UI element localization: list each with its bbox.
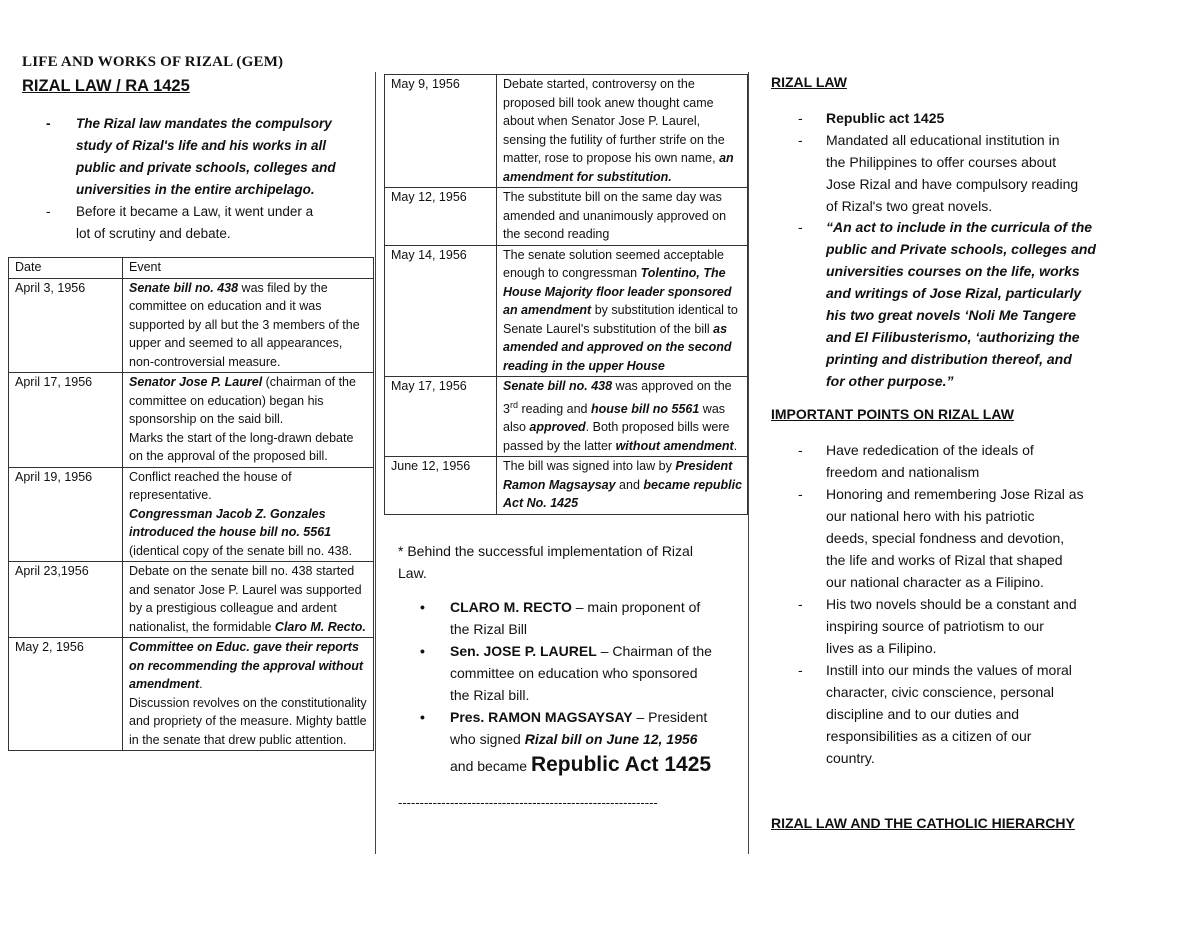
table-row xyxy=(385,188,748,246)
point-item xyxy=(798,483,1128,593)
date-cell: April 23,1956 xyxy=(9,562,123,638)
event-text: President Ramon Magsaysay xyxy=(503,459,733,492)
event-cell xyxy=(123,373,374,468)
event-text: was approved on the 3 xyxy=(503,379,732,416)
mandated-line: the Philippines to offer courses about xyxy=(826,154,1057,170)
act-quote-line: for other purpose.” xyxy=(826,373,954,389)
mandated-item xyxy=(798,129,1118,217)
point-item xyxy=(798,659,1128,769)
person-recto xyxy=(420,596,740,640)
intro-bullet-2-line: lot of scrutiny and debate. xyxy=(76,226,231,241)
dash-marker: - xyxy=(798,219,803,235)
point-line: Instill into our minds the values of moral xyxy=(826,662,1072,678)
date-cell: May 9, 1956 xyxy=(385,75,497,188)
event-text: an amendment for substitution. xyxy=(503,151,734,184)
catholic-hierarchy-heading: RIZAL LAW AND THE CATHOLIC HIERARCHY xyxy=(771,815,1075,831)
point-line: His two novels should be a constant and xyxy=(826,596,1077,612)
separator-line: ------------------------------------------------------------ xyxy=(398,795,658,810)
point-line: freedom and nationalism xyxy=(826,464,980,480)
event-cell xyxy=(123,638,374,751)
event-text: as amended and approved on the second reading in the upper House xyxy=(503,321,732,373)
table-row xyxy=(385,457,748,515)
republic-act-text: Republic act 1425 xyxy=(826,110,945,126)
intro-bullet-1-line: The Rizal law mandates the compulsory xyxy=(76,116,332,131)
intro-bullet-1-line: universities in the entire archipelago. xyxy=(76,182,315,197)
event-text: The substitute bill on the same day was amended and unanimously approved on the second reading xyxy=(503,190,727,241)
act-quote-line: and El Filibusterismo, ‘authorizing the xyxy=(826,329,1080,345)
dash-marker: - xyxy=(46,116,51,131)
act-quote-line: universities courses on the life, works xyxy=(826,263,1080,279)
timeline-table-1 xyxy=(8,257,374,751)
intro-bullet-1 xyxy=(46,113,366,203)
note-text xyxy=(398,540,693,584)
mandated-line: Jose Rizal and have compulsory reading xyxy=(826,176,1079,192)
column-divider-left xyxy=(375,72,376,854)
event-text: reading and xyxy=(517,401,591,416)
event-cell xyxy=(123,278,374,373)
event-cell xyxy=(497,245,748,377)
dash-marker: - xyxy=(798,110,803,126)
point-line: Have rededication of the ideals of xyxy=(826,442,1034,458)
date-cell: April 3, 1956 xyxy=(9,278,123,373)
event-text: Committee on Educ. gave their reports on recommending the approval without amendment xyxy=(129,640,364,691)
event-cell xyxy=(497,377,748,457)
person-name: Sen. JOSE P. LAUREL xyxy=(450,643,597,659)
event-text: Claro M. Recto. xyxy=(274,619,366,634)
event-text: Marks the start of the long-drawn debate on the approval of the proposed bill. xyxy=(129,430,354,463)
table-row xyxy=(9,467,374,562)
intro-bullet-2-line: Before it became a Law, it went under a xyxy=(76,204,314,219)
timeline-table-2 xyxy=(384,74,748,515)
event-cell xyxy=(497,457,748,515)
event-text: The senate solution seemed acceptable enough to congressman xyxy=(503,247,724,280)
date-cell: April 19, 1956 xyxy=(9,467,123,562)
table-row xyxy=(9,562,374,638)
table-row xyxy=(385,75,748,188)
event-text: . xyxy=(199,677,203,691)
event-text: Senate bill no. 438 xyxy=(503,379,613,393)
table-row xyxy=(9,638,374,751)
event-text: Tolentino, The House Majority floor leader sponsored an amendment xyxy=(503,266,732,317)
intro-bullet-1-line: public and private schools, colleges and xyxy=(76,160,336,175)
event-cell xyxy=(123,467,374,562)
event-text: Discussion revolves on the constitutionality and propriety of the measure. Mighty battle in the senate that drew public attention. xyxy=(129,695,367,747)
person-laurel xyxy=(420,640,740,706)
event-text: approved xyxy=(529,420,586,435)
act-quote-line: printing and distribution thereof, and xyxy=(826,351,1072,367)
point-line: Honoring and remembering Jose Rizal as xyxy=(826,486,1084,502)
point-line: country. xyxy=(826,750,875,766)
act-quote-line: public and Private schools, colleges and xyxy=(826,241,1096,257)
date-header: Date xyxy=(9,258,123,279)
event-text: rd xyxy=(509,399,518,410)
event-text: Senator Jose P. Laurel xyxy=(129,375,263,389)
event-text: was also xyxy=(503,401,726,435)
event-text: (chairman of the committee on education) began his sponsorship on the said bill. xyxy=(129,375,356,426)
dash-marker: - xyxy=(798,662,803,678)
event-text: was filed by the committee on education and it was supported by all but the 3 members of the upper and seemed to all appearances, non-controversial measure. xyxy=(129,280,360,369)
event-text: Conflict reached the house of representative. xyxy=(129,469,292,502)
person-magsaysay xyxy=(420,706,740,786)
person-role: – Chairman of the xyxy=(596,643,712,659)
important-points-heading: IMPORTANT POINTS ON RIZAL LAW xyxy=(771,406,1014,422)
act-quote-line: and writings of Jose Rizal, particularly xyxy=(826,285,1082,301)
event-cell xyxy=(497,188,748,246)
law-title: RIZAL LAW / RA 1425 xyxy=(22,77,190,95)
event-cell xyxy=(497,75,748,188)
note-line: Law. xyxy=(398,565,427,581)
signing-date: Rizal bill on June 12, 1956 xyxy=(524,731,698,747)
date-cell: May 14, 1956 xyxy=(385,245,497,377)
table-row xyxy=(385,245,748,377)
event-text: . xyxy=(733,438,738,453)
date-cell: April 17, 1956 xyxy=(9,373,123,468)
act-quote-line: his two great novels ‘Noli Me Tangere xyxy=(826,307,1076,323)
event-text: and xyxy=(615,477,644,492)
republic-act-item xyxy=(798,107,1118,129)
act-quote-line: “An act to include in the curricula of the xyxy=(826,219,1093,235)
point-line: character, civic conscience, personal xyxy=(826,684,1054,700)
act-quote-item xyxy=(798,216,1128,394)
event-text: without amendment xyxy=(615,438,734,453)
point-line: discipline and to our duties and xyxy=(826,706,1020,722)
note-line: * Behind the successful implementation of Rizal xyxy=(398,543,693,559)
column-divider-right xyxy=(748,72,749,854)
point-line: our national character as a Filipino. xyxy=(826,574,1044,590)
intro-bullet-1-line: study of Rizal's life and his works in all xyxy=(76,138,327,153)
republic-act-label: Republic Act 1425 xyxy=(530,753,712,776)
person-role: committee on education who sponsored xyxy=(450,665,698,681)
point-line: our national hero with his patriotic xyxy=(826,508,1035,524)
person-name: CLARO M. RECTO xyxy=(450,599,572,615)
point-line: deeds, special fondness and devotion, xyxy=(826,530,1065,546)
dash-marker: - xyxy=(798,486,803,502)
event-text: by substitution identical to Senate Laurel's substitution of the bill xyxy=(503,303,738,336)
table-row xyxy=(9,278,374,373)
table-row xyxy=(385,377,748,457)
date-cell: May 17, 1956 xyxy=(385,377,497,457)
mandated-line: Mandated all educational institution in xyxy=(826,132,1060,148)
point-item xyxy=(798,593,1128,659)
dash-marker: - xyxy=(798,132,803,148)
point-line: responsibilities as a citizen of our xyxy=(826,728,1032,744)
event-text: house bill no 5561 xyxy=(590,401,700,416)
rizal-law-heading: RIZAL LAW xyxy=(771,74,847,90)
became-text: and became xyxy=(450,758,531,774)
point-item xyxy=(798,439,1128,483)
event-text: became republic Act No. 1425 xyxy=(503,477,743,511)
date-cell: May 2, 1956 xyxy=(9,638,123,751)
person-role: the Rizal bill. xyxy=(450,687,530,703)
date-cell: June 12, 1956 xyxy=(385,457,497,515)
point-line: inspiring source of patriotism to our xyxy=(826,618,1044,634)
dash-marker: - xyxy=(798,596,803,612)
event-text: The bill was signed into law by xyxy=(503,459,676,474)
table-header-row xyxy=(9,258,374,279)
event-text: Debate started, controversy on the proposed bill took anew thought came about when Senator Jose P. Laurel, sensing the futility of further strife on the matter, rose to propose his own name, xyxy=(503,77,725,165)
date-cell: May 12, 1956 xyxy=(385,188,497,246)
table-row xyxy=(9,373,374,468)
mandated-line: of Rizal's two great novels. xyxy=(826,198,993,214)
person-role: the Rizal Bill xyxy=(450,621,528,637)
event-text: Congressman Jacob Z. Gonzales introduced the house bill no. 5561 xyxy=(129,506,332,539)
person-name: Pres. RAMON MAGSAYSAY xyxy=(450,709,633,725)
person-role: – President xyxy=(632,709,708,725)
event-text: (identical copy of the senate bill no. 438. xyxy=(129,543,353,558)
event-text: Debate on the senate bill no. 438 started and senator Jose P. Laurel was supported by a prestigious colleague and ardent nationalist, the formidable xyxy=(129,564,362,634)
dash-marker: - xyxy=(46,204,51,219)
event-cell xyxy=(123,562,374,638)
bullet-dot: • xyxy=(420,709,425,725)
event-header: Event xyxy=(123,258,374,279)
person-role: – main proponent of xyxy=(571,599,701,615)
event-text: Senate bill no. 438 xyxy=(129,280,239,295)
point-line: lives as a Filipino. xyxy=(826,640,937,656)
document-title: LIFE AND WORKS OF RIZAL (GEM) xyxy=(22,54,284,70)
person-role: who signed xyxy=(450,731,525,747)
dash-marker: - xyxy=(798,442,803,458)
event-text: . Both proposed bills were passed by the latter xyxy=(503,420,730,453)
bullet-dot: • xyxy=(420,643,425,659)
intro-bullet-2 xyxy=(46,201,366,247)
bullet-dot: • xyxy=(420,599,425,615)
point-line: the life and works of Rizal that shaped xyxy=(826,552,1063,568)
